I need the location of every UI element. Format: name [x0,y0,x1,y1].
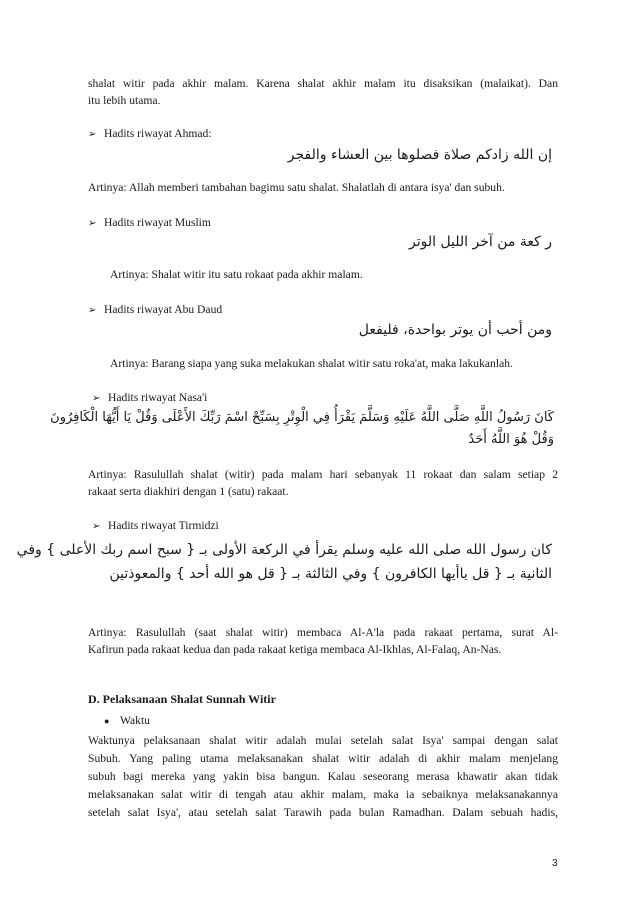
arrow-bullet-icon: ➢ [92,393,101,404]
arrow-bullet-icon: ➢ [88,305,97,316]
artinya-muslim: Artinya: Shalat witir itu satu rokaat pada akhir malam. [110,268,363,281]
artinya-abudaud: Artinya: Barang siapa yang suka melakukan shalat witir satu roka'at, maka lakukanlah. [110,357,513,370]
artinya-nasai-line-1: Artinya: Rasulullah shalat (witir) pada malam hari sebanyak 11 rokaat dan salam setiap 2 [88,468,558,481]
page-number: 3 [552,858,558,869]
section-line-5: setelah salat Isya', atau setelah salat Tarawih pada bulan Ramadhan. Dalam sebuah hadis, [88,806,558,819]
section-line-1: Waktunya pelaksanaan shalat witir adalah mulai setelah salat Isya' sampai dengan salat [88,734,558,747]
bullet-abudaud: ➢ Hadits riwayat Abu Daud [88,303,223,316]
intro-line-2: itu lebih utama. [88,94,161,107]
section-line-3: subuh bagi mereka yang yakin bisa bangun. Kalau seseorang merasa khawatir akan tidak [88,770,558,783]
arabic-abudaud: ومن أحب أن يوتر بواحدة، فليفعل [358,322,552,338]
arrow-bullet-icon: ➢ [88,129,97,140]
arrow-bullet-icon: ➢ [88,218,97,229]
bullet-waktu: ● Waktu [104,714,150,727]
section-line-4: melaksanakan salat witir di tengah atau akhir malam, maka ia sebaiknya melaksanakannya [88,788,558,801]
artinya-tirmidzi-line-2: Kafirun pada rakaat kedua dan pada rakaat ketiga membaca Al-Ikhlas, Al-Falaq, An-Nas. [88,643,502,656]
bullet-ahmad: ➢ Hadits riwayat Ahmad: [88,127,212,140]
arabic-ahmad: إن الله زادكم صلاة فصلوها بين العشاء والفجر [287,147,552,163]
bullet-nasai: ➢ Hadits riwayat Nasa'i [92,391,208,404]
arabic-tirmidzi-line-1: كان رسول الله صلى الله عليه وسلم يقرأ في الركعة الأولى بـ { سبح اسم ربك الأعلى } وفي [16,542,552,558]
section-heading: D. Pelaksanaan Shalat Sunnah Witir [88,692,276,706]
arrow-bullet-icon: ➢ [92,521,101,532]
arabic-tirmidzi-line-2: الثانية بـ { قل ياأيها الكافرون } وفي الثالثة بـ { قل هو الله أحد } والمعوذتين [109,566,552,582]
artinya-ahmad: Artinya: Allah memberi tambahan bagimu satu shalat. Shalatlah di antara isya' dan subuh. [88,181,505,194]
arabic-muslim: ر كعة من آخر الليل الوتر [409,234,552,250]
bullet-muslim: ➢ Hadits riwayat Muslim [88,216,211,229]
artinya-tirmidzi-line-1: Artinya: Rasulullah (saat shalat witir) membaca Al-A'la pada rakaat pertama, surat Al- [88,626,558,639]
intro-line-1: shalat witir pada akhir malam. Karena shalat akhir malam itu disaksikan (malaikat). Dan [88,77,558,90]
arabic-nasai-line-2: وَقُلْ هُوَ اللَّهُ أَحَدٌ [468,432,554,447]
bullet-tirmidzi: ➢ Hadits riwayat Tirmidzi [92,519,219,532]
artinya-nasai-line-2: rakaat serta diakhiri dengan 1 (satu) rakaat. [88,485,289,498]
bullet-dot-icon: ● [104,716,110,726]
arabic-nasai-line-1: كَانَ رَسُولُ اللَّهِ صَلَّى اللَّهُ عَلَيْهِ وَسَلَّمَ يَقْرَأُ فِي الْوِتْرِ بِسَبِّحْ اسْمَ رَبِّكَ الأَعْلَى وَقُلْ يَا أَيُّهَا الْكَافِرُونَ [50,410,554,425]
section-line-2: Subuh. Yang paling utama melaksanakan shalat witir adalah di akhir malam menjelang [88,752,558,765]
